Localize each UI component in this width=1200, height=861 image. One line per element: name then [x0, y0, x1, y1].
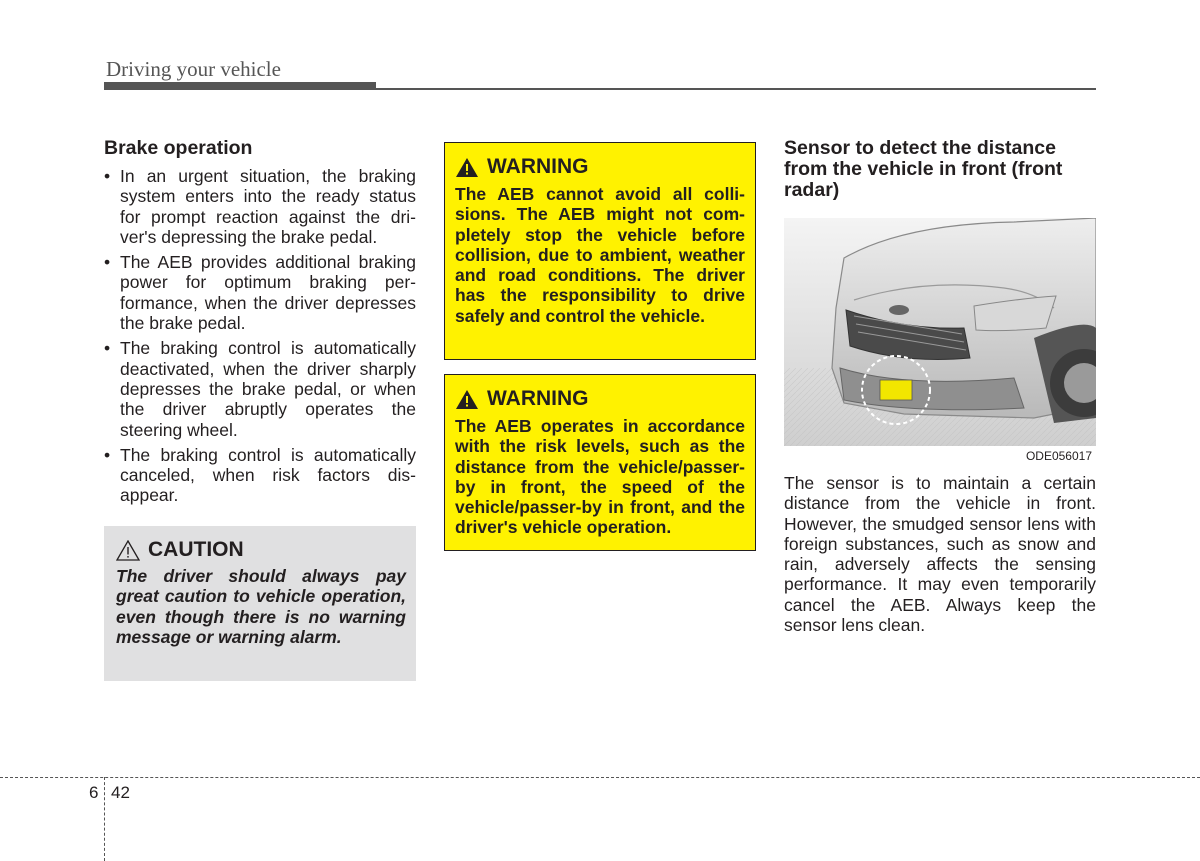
warning-text: The AEB cannot avoid all collisions. The AEB might not completely stop the vehicle before collision, due to ambient, weather and road conditions. The driver has the responsibility to drive safely and control the vehicle. — [455, 184, 745, 326]
chapter-number: 6 — [89, 783, 99, 802]
header-rule-thin — [376, 88, 1096, 90]
caution-title: CAUTION — [148, 538, 244, 561]
bullet-text: The braking control is automatically deactivated, when the driver sharply depresses the brake pedal, or when the driver abruptly operates the steering wheel. — [120, 338, 416, 440]
brake-operation-heading: Brake operation — [104, 137, 253, 159]
warning-triangle-icon — [455, 389, 479, 410]
footer-dashed-divider — [104, 777, 105, 861]
front-radar-illustration — [784, 218, 1096, 465]
column-front-radar — [784, 138, 1096, 208]
warning-box-2 — [444, 374, 756, 551]
warning-text: The AEB operates in accordance with the risk levels, such as the distance from the vehicle/passer-by in front, the speed of the vehicle/passer-by in front, and the driver's vehicle operation. — [455, 416, 745, 538]
running-header: Driving your vehicle — [106, 57, 281, 81]
bullet-icon: • — [104, 444, 111, 465]
warning-header — [455, 385, 745, 413]
brake-operation-list — [104, 166, 416, 506]
caution-box — [104, 526, 416, 681]
list-item — [104, 166, 416, 247]
warning-box-1 — [444, 142, 756, 360]
page-number: 42 — [111, 783, 130, 802]
bullet-text: In an urgent situation, the braking system enters into the ready status for prompt reaction against the driver's depressing the brake pedal. — [120, 166, 416, 247]
header-rule-thick — [104, 82, 376, 90]
warning-triangle-icon — [455, 157, 479, 178]
front-radar-heading: Sensor to detect the distance from the vehicle in front (front radar) — [784, 137, 1063, 201]
bullet-icon: • — [104, 166, 111, 186]
car-front-illustration — [784, 218, 1096, 446]
warning-header — [455, 153, 745, 181]
caution-header — [116, 536, 406, 564]
warning-title: WARNING — [487, 387, 589, 410]
list-item — [104, 445, 416, 506]
bullet-icon: • — [104, 252, 111, 273]
caution-triangle-icon — [116, 540, 140, 561]
bullet-text: The braking control is automatically canceled, when risk factors disappear. — [120, 444, 416, 506]
caution-text: The driver should always pay great caution to vehicle operation, even though there is no warning message or warning alarm. — [116, 566, 406, 647]
footer-dashed-line — [0, 777, 1200, 778]
warning-title: WARNING — [487, 155, 589, 178]
figure-code: ODE056017 — [1025, 449, 1092, 463]
list-item — [104, 338, 416, 439]
front-radar-description: The sensor is to maintain a certain distance from the vehicle in front. However, the smudged sensor lens with foreign substances, such as snow and rain, adversely affects the sensing performance. It may even temporarily cancel the AEB. Always keep the sensor lens clean. — [784, 473, 1096, 636]
list-item — [104, 252, 416, 333]
bullet-text: The AEB provides additional braking power for optimum braking performance, when the driver depresses the brake pedal. — [120, 252, 416, 334]
bullet-icon: • — [104, 338, 111, 359]
column-brake-operation — [104, 138, 416, 511]
